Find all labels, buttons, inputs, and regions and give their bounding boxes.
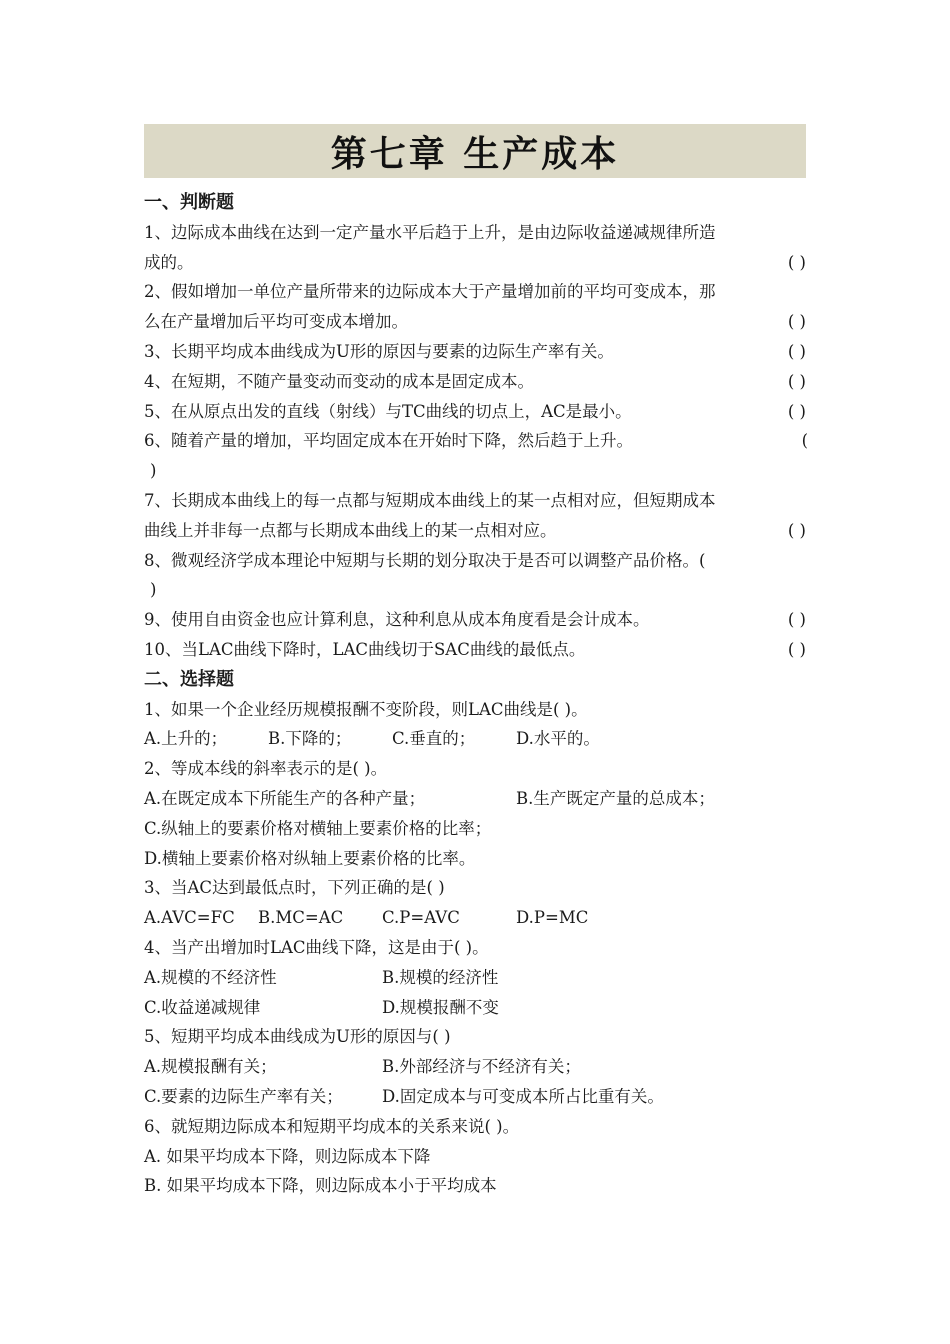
option-c: C.要素的边际生产率有关； (144, 1086, 343, 1106)
choice-question-4: 4、当产出增加时LAC曲线下降，这是由于( )。 (144, 937, 489, 957)
question-6-line-2 (144, 456, 808, 486)
answer-blank: ( ) (787, 401, 806, 421)
question-10 (144, 635, 808, 665)
answer-blank-close: ) (150, 461, 157, 481)
choice-1-options (144, 724, 808, 754)
question-4 (144, 367, 808, 397)
chapter-title: 第七章 生产成本 (330, 132, 620, 175)
choice-4-options-cd (144, 993, 808, 1023)
option-a: A.规模的不经济性 (144, 967, 277, 987)
option-a: A.上升的； (144, 729, 228, 749)
choice-question-3: 3、当AC达到最低点时，下列正确的是( ) (144, 878, 445, 898)
option-b: B.规模的经济性 (382, 967, 499, 987)
question-7-line-1: 7、长期成本曲线上的每一点都与短期成本曲线上的某一点相对应，但短期成本 (144, 490, 716, 510)
choice-2-option-c: C.纵轴上的要素价格对横轴上要素价格的比率； (144, 818, 492, 838)
option-d: D.规模报酬不变 (382, 997, 499, 1017)
answer-blank: ( ) (787, 341, 806, 361)
question-10-text: 10、当LAC曲线下降时，LAC曲线切于SAC曲线的最低点。 (144, 639, 586, 659)
option-b: B.下降的； (268, 729, 352, 749)
option-d: D.固定成本与可变成本所占比重有关。 (382, 1086, 664, 1106)
option-c: C.收益递减规律 (144, 997, 261, 1017)
choice-question-6: 6、就短期边际成本和短期平均成本的关系来说( )。 (144, 1116, 520, 1136)
choice-3-options (144, 903, 808, 933)
question-8-line-2 (144, 575, 808, 605)
choice-5-options-ab (144, 1052, 808, 1082)
option-a: A.规模报酬有关； (144, 1057, 277, 1077)
answer-blank: ( ) (787, 312, 806, 332)
choice-question-2: 2、等成本线的斜率表示的是( )。 (144, 759, 388, 779)
question-2-line-1: 2、假如增加一单位产量所带来的边际成本大于产量增加前的平均可变成本，那 (144, 282, 716, 302)
answer-blank-open: ( (801, 431, 808, 451)
choice-question-5: 5、短期平均成本曲线成为U形的原因与( ) (144, 1027, 451, 1047)
answer-blank: ( ) (787, 610, 806, 630)
option-c: C.垂直的； (392, 729, 476, 749)
choice-4-options-ab (144, 963, 808, 993)
question-9-text: 9、使用自由资金也应计算利息，这种利息从成本角度看是会计成本。 (144, 610, 650, 630)
option-a: A.在既定成本下所能生产的各种产量； (144, 788, 426, 808)
answer-blank: ( ) (787, 639, 806, 659)
option-c: C.P=AVC (382, 908, 460, 928)
question-7-line-2 (144, 516, 808, 546)
question-1-text: 成的。 (144, 252, 194, 272)
question-5 (144, 397, 808, 427)
section-heading-true-false: 一、判断题 (144, 192, 234, 213)
option-d: D.水平的。 (516, 729, 600, 749)
option-d: D.P=MC (516, 908, 589, 928)
question-9 (144, 605, 808, 635)
choice-2-option-d: D.横轴上要素价格对纵轴上要素价格的比率。 (144, 848, 476, 868)
section-heading-multiple-choice: 二、选择题 (144, 668, 234, 690)
question-1-line-1: 1、边际成本曲线在达到一定产量水平后趋于上升，是由边际收益递减规律所造 (144, 222, 716, 242)
question-2-line-2 (144, 307, 808, 337)
chapter-title-bar (144, 124, 806, 178)
question-8-line-1: 8、微观经济学成本理论中短期与长期的划分取决于是否可以调整产品价格。( (144, 550, 706, 570)
question-2-text: 么在产量增加后平均可变成本增加。 (144, 312, 408, 332)
answer-blank: ( ) (787, 520, 806, 540)
question-4-text: 4、在短期，不随产量变动而变动的成本是固定成本。 (144, 371, 534, 391)
choice-6-option-a: A. 如果平均成本下降，则边际成本下降 (144, 1146, 431, 1166)
question-5-text: 5、在从原点出发的直线（射线）与TC曲线的切点上，AC是最小。 (144, 401, 632, 421)
answer-blank-close: ) (150, 580, 157, 600)
option-b: B.MC=AC (258, 908, 344, 928)
choice-5-options-cd (144, 1082, 808, 1112)
choice-6-option-b: B. 如果平均成本下降，则边际成本小于平均成本 (144, 1176, 497, 1196)
question-3 (144, 337, 808, 367)
question-7-text: 曲线上并非每一点都与长期成本曲线上的某一点相对应。 (144, 520, 557, 540)
choice-2-options-ab (144, 784, 808, 814)
question-1-line-2 (144, 248, 808, 278)
option-a: A.AVC=FC (144, 908, 235, 928)
question-3-text: 3、长期平均成本曲线成为U形的原因与要素的边际生产率有关。 (144, 341, 614, 361)
option-b: B.生产既定产量的总成本； (516, 788, 715, 808)
choice-question-1: 1、如果一个企业经历规模报酬不变阶段，则LAC曲线是( )。 (144, 699, 588, 719)
question-6-line-1 (144, 426, 808, 456)
option-b: B.外部经济与不经济有关； (382, 1057, 581, 1077)
answer-blank: ( ) (787, 371, 806, 391)
question-6-text: 6、随着产量的增加，平均固定成本在开始时下降，然后趋于上升。 (144, 431, 633, 451)
answer-blank: ( ) (787, 252, 806, 272)
document-body (144, 188, 808, 1201)
